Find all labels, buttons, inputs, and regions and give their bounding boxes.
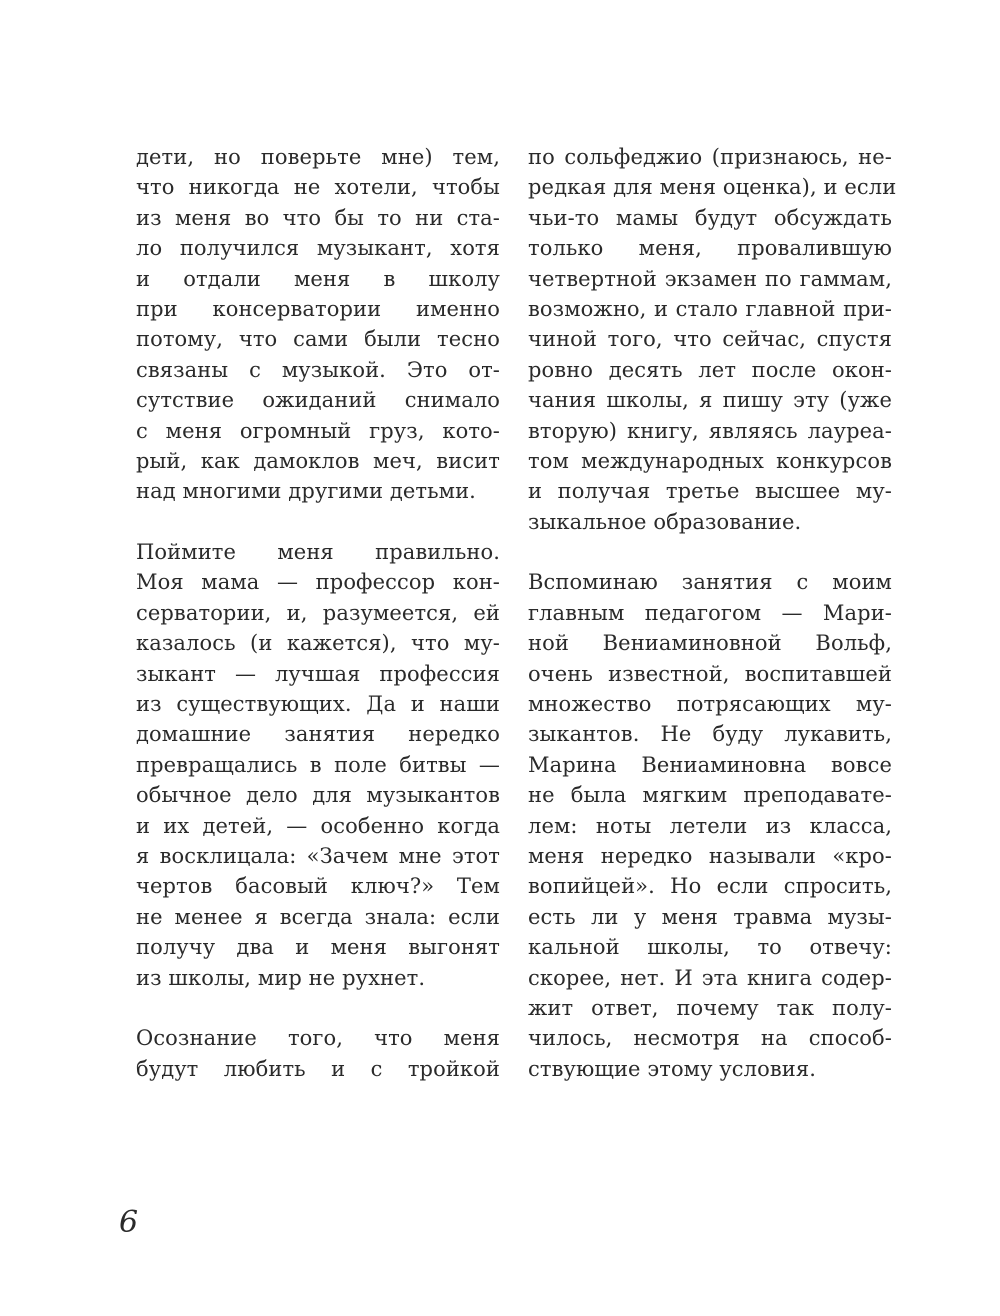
text-line: редкая для меня оценка), и если (528, 175, 897, 200)
text-line: чертов басовый ключ?» Тем (136, 874, 500, 899)
text-line: при консерватории именно (136, 296, 500, 321)
text-line: скорее, нет. И эта книга содер- (528, 965, 892, 990)
text-line: возможно, и стало главной при- (528, 296, 892, 321)
text-line: кальной школы, то отвечу: (528, 935, 892, 960)
text-line: чиной того, что сейчас, спустя (528, 327, 892, 352)
text-line: жит ответ, почему так полу- (528, 995, 892, 1020)
text-line: Моя мама — профессор кон- (136, 570, 500, 595)
text-line: есть ли у меня травма музы- (528, 904, 892, 929)
text-line: и отдали меня в школу (136, 266, 500, 291)
paragraph (528, 567, 892, 1084)
paragraph (528, 142, 897, 537)
text-line: только меня, провалившую (528, 236, 892, 261)
text-line: Поймите меня правильно. (136, 540, 500, 565)
text-line: казалось (и кажется), что му- (136, 631, 500, 656)
text-line: и их детей, — особенно когда (136, 813, 500, 838)
text-line: сутствие ожиданий снимало (136, 388, 500, 413)
text-line: из существующих. Да и наши (136, 692, 500, 717)
text-line: вторую) книгу, являясь лауреа- (528, 418, 892, 443)
text-line: не была мягким преподавате- (528, 783, 892, 808)
page-number: 6 (119, 1205, 139, 1240)
text-line: потому, что сами были тесно (136, 327, 500, 352)
text-line: вопийцей». Но если спросить, (528, 874, 892, 899)
text-line: и получая третье высшее му- (528, 479, 892, 504)
text-line: очень известной, воспитавшей (528, 661, 892, 686)
text-line: домашние занятия нередко (136, 722, 500, 747)
text-line: Осознание того, что меня (136, 1026, 500, 1051)
text-line: рый, как дамоклов меч, висит (136, 448, 500, 473)
paragraph (136, 537, 500, 993)
text-line: не менее я всегда знала: если (136, 904, 500, 929)
paragraph (136, 1023, 500, 1084)
text-line: над многими другими детьми. (136, 479, 476, 504)
text-line: ствующие этому условия. (528, 1056, 816, 1081)
text-line: будут любить и с тройкой (136, 1056, 500, 1081)
paragraph (136, 142, 500, 507)
text-line: серватории, и, разумеется, ей (136, 600, 500, 625)
text-line: дети, но поверьте мне) тем, (136, 145, 500, 169)
text-line: что никогда не хотели, чтобы (136, 175, 500, 200)
text-line: зыкантов. Не буду лукавить, (528, 722, 892, 747)
text-line: получу два и меня выгонят (136, 935, 500, 960)
text-line: по сольфеджио (признаюсь, не- (528, 145, 892, 169)
text-line: зыкальное образование. (528, 509, 802, 534)
left-column (136, 142, 500, 1115)
text-line: ло получился музыкант, хотя (136, 236, 500, 261)
text-line: из школы, мир не рухнет. (136, 965, 426, 990)
text-line: главным педагогом — Мари- (528, 600, 892, 625)
text-line: ровно десять лет после окон- (528, 357, 892, 382)
text-line: зыкант — лучшая профессия (136, 661, 500, 686)
text-line: Марина Вениаминовна вовсе (528, 752, 892, 777)
text-line: лем: ноты летели из класса, (528, 813, 892, 838)
text-line: связаны с музыкой. Это от- (136, 357, 500, 382)
text-line: четвертной экзамен по гаммам, (528, 266, 892, 291)
text-line: из меня во что бы то ни ста- (136, 205, 500, 230)
text-line: ной Вениаминовной Вольф, (528, 631, 892, 656)
text-line: Вспоминаю занятия с моим (528, 570, 892, 595)
text-line: меня нередко называли «кро- (528, 843, 892, 868)
text-line: чьи-то мамы будут обсуждать (528, 205, 892, 230)
text-line: том международных конкурсов (528, 448, 892, 473)
text-line: я восклицала: «Зачем мне этот (136, 843, 500, 868)
text-line: с меня огромный груз, кото- (136, 418, 500, 443)
text-line: множество потрясающих му- (528, 692, 892, 717)
text-line: чилось, несмотря на способ- (528, 1026, 892, 1051)
text-line: превращались в поле битвы — (136, 752, 500, 777)
text-line: чания школы, я пишу эту (уже (528, 388, 892, 413)
right-column (528, 142, 897, 1115)
text-line: обычное дело для музыкантов (136, 783, 500, 808)
